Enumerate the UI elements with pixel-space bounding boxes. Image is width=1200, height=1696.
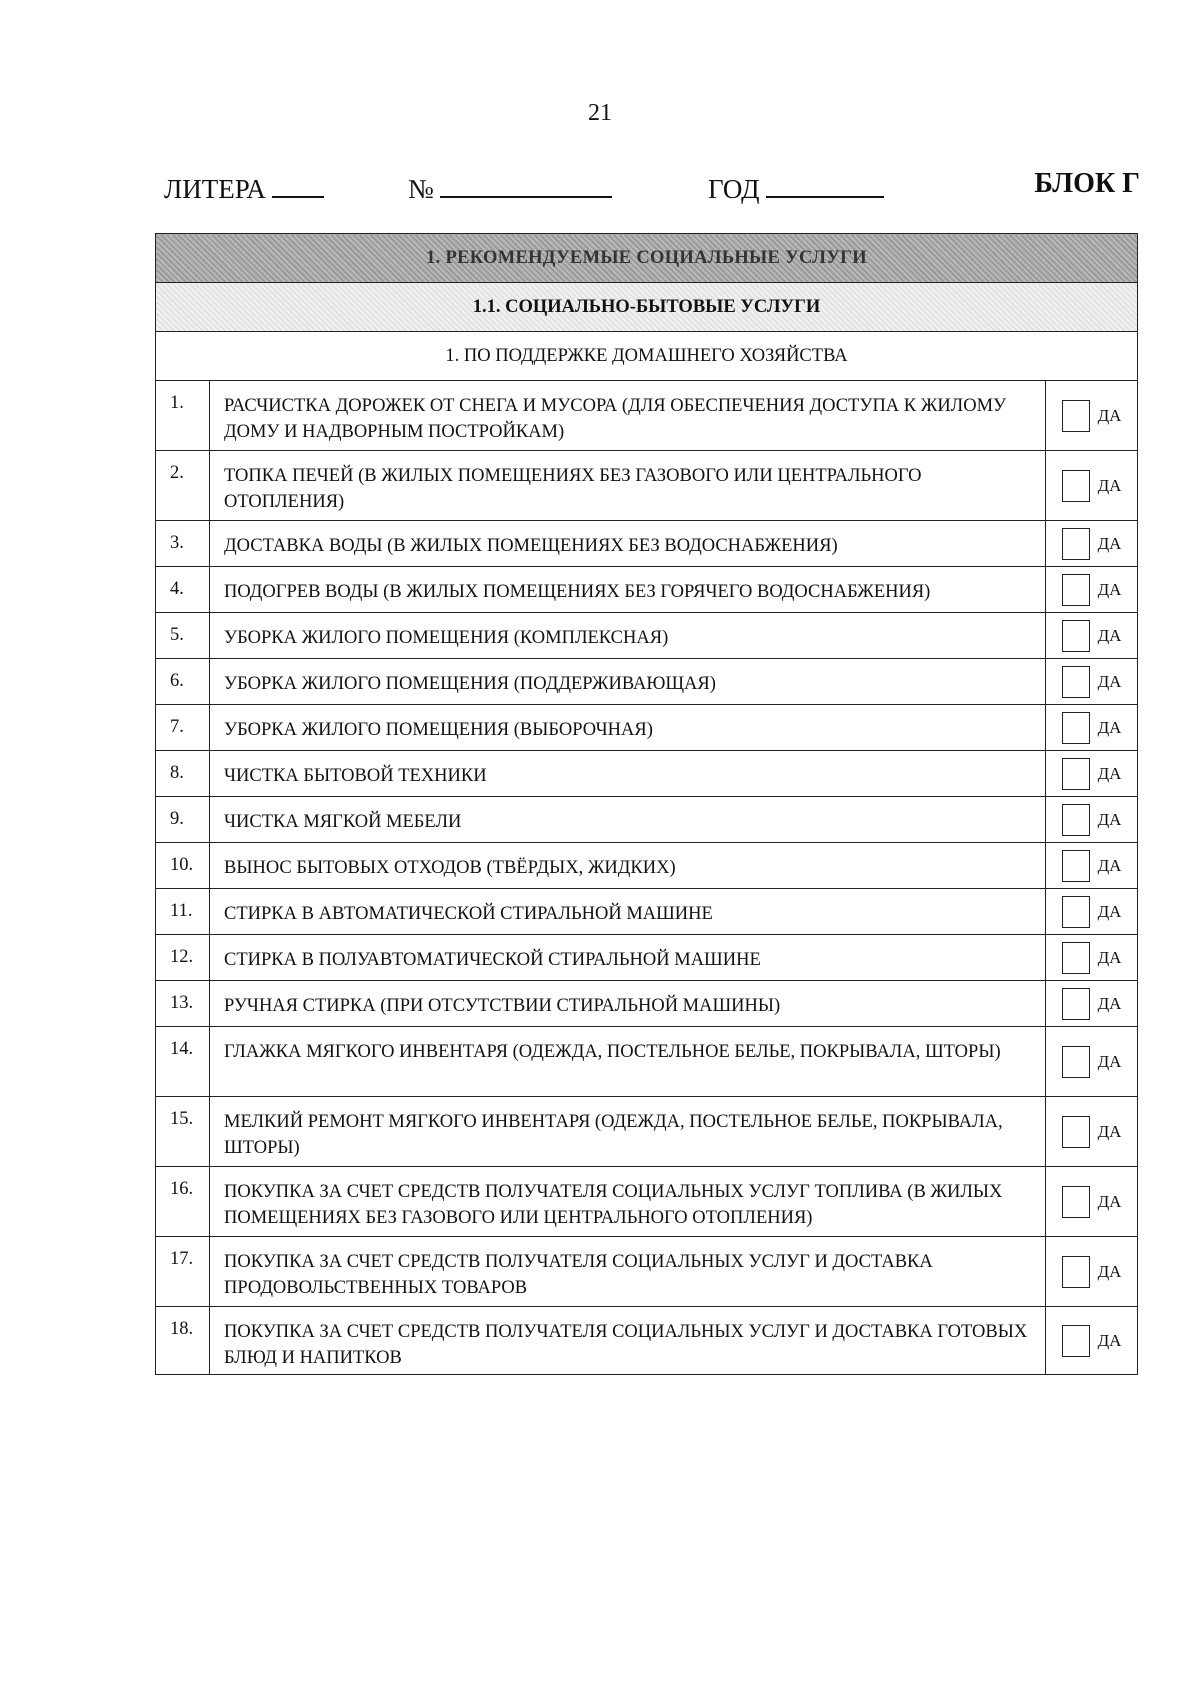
service-name: УБОРКА ЖИЛОГО ПОМЕЩЕНИЯ (ПОДДЕРЖИВАЮЩАЯ) — [210, 659, 1046, 705]
table-row — [156, 451, 1138, 521]
row-number: 15. — [156, 1097, 210, 1167]
da-label: ДА — [1097, 625, 1122, 645]
da-label: ДА — [1097, 763, 1122, 783]
da-label: ДА — [1097, 993, 1122, 1013]
da-checkbox[interactable] — [1062, 758, 1090, 790]
checkbox-cell — [1046, 381, 1138, 451]
service-name: УБОРКА ЖИЛОГО ПОМЕЩЕНИЯ (ВЫБОРОЧНАЯ) — [210, 705, 1046, 751]
da-label: ДА — [1097, 717, 1122, 737]
table-row — [156, 1027, 1138, 1097]
row-number: 4. — [156, 567, 210, 613]
row-number: 7. — [156, 705, 210, 751]
checkbox-cell — [1046, 1027, 1138, 1097]
row-number: 11. — [156, 889, 210, 935]
year-label: ГОД — [708, 174, 760, 204]
da-label: ДА — [1097, 1261, 1122, 1281]
table-row — [156, 613, 1138, 659]
service-name: СТИРКА В АВТОМАТИЧЕСКОЙ СТИРАЛЬНОЙ МАШИНЕ — [210, 889, 1046, 935]
row-number: 17. — [156, 1237, 210, 1307]
litera-blank[interactable] — [272, 168, 324, 198]
da-label: ДА — [1097, 1330, 1122, 1350]
da-checkbox[interactable] — [1062, 620, 1090, 652]
da-label: ДА — [1097, 809, 1122, 829]
year-field — [708, 168, 884, 205]
table-row — [156, 889, 1138, 935]
table-row — [156, 1097, 1138, 1167]
table-row — [156, 521, 1138, 567]
number-blank[interactable] — [440, 168, 612, 198]
group-title: 1. ПО ПОДДЕРЖКЕ ДОМАШНЕГО ХОЗЯЙСТВА — [156, 332, 1138, 381]
da-label: ДА — [1097, 901, 1122, 921]
da-checkbox[interactable] — [1062, 896, 1090, 928]
service-name: ГЛАЖКА МЯГКОГО ИНВЕНТАРЯ (ОДЕЖДА, ПОСТЕЛЬНОЕ БЕЛЬЕ, ПОКРЫВАЛА, ШТОРЫ) — [210, 1027, 1046, 1097]
da-label: ДА — [1097, 947, 1122, 967]
row-number: 2. — [156, 451, 210, 521]
da-checkbox[interactable] — [1062, 470, 1090, 502]
service-name: ПОДОГРЕВ ВОДЫ (В ЖИЛЫХ ПОМЕЩЕНИЯХ БЕЗ ГОРЯЧЕГО ВОДОСНАБЖЕНИЯ) — [210, 567, 1046, 613]
da-checkbox[interactable] — [1062, 400, 1090, 432]
services-table — [155, 233, 1138, 1375]
da-checkbox[interactable] — [1062, 942, 1090, 974]
table-row — [156, 935, 1138, 981]
subsection-header-row — [156, 283, 1138, 332]
da-label: ДА — [1097, 1051, 1122, 1071]
da-checkbox[interactable] — [1062, 574, 1090, 606]
checkbox-cell — [1046, 567, 1138, 613]
checkbox-cell — [1046, 521, 1138, 567]
row-number: 12. — [156, 935, 210, 981]
form-header — [164, 168, 1140, 208]
service-name: ЧИСТКА БЫТОВОЙ ТЕХНИКИ — [210, 751, 1046, 797]
row-number: 8. — [156, 751, 210, 797]
service-name: СТИРКА В ПОЛУАВТОМАТИЧЕСКОЙ СТИРАЛЬНОЙ МАШИНЕ — [210, 935, 1046, 981]
row-number: 14. — [156, 1027, 210, 1097]
da-checkbox[interactable] — [1062, 804, 1090, 836]
row-number: 9. — [156, 797, 210, 843]
row-number: 5. — [156, 613, 210, 659]
da-checkbox[interactable] — [1062, 1186, 1090, 1218]
service-name: РАСЧИСТКА ДОРОЖЕК ОТ СНЕГА И МУСОРА (ДЛЯ ОБЕСПЕЧЕНИЯ ДОСТУПА К ЖИЛОМУ ДОМУ И НАДВОРНЫМ ПОСТРОЙКАМ) — [210, 381, 1046, 451]
da-checkbox[interactable] — [1062, 1325, 1090, 1357]
da-checkbox[interactable] — [1062, 1256, 1090, 1288]
da-checkbox[interactable] — [1062, 1046, 1090, 1078]
table-row — [156, 1237, 1138, 1307]
checkbox-cell — [1046, 935, 1138, 981]
service-name: ДОСТАВКА ВОДЫ (В ЖИЛЫХ ПОМЕЩЕНИЯХ БЕЗ ВОДОСНАБЖЕНИЯ) — [210, 521, 1046, 567]
row-number: 1. — [156, 381, 210, 451]
page-number: 21 — [588, 100, 612, 126]
table-row — [156, 381, 1138, 451]
subsection-title: 1.1. СОЦИАЛЬНО-БЫТОВЫЕ УСЛУГИ — [156, 283, 1138, 332]
da-label: ДА — [1097, 1121, 1122, 1141]
row-number: 16. — [156, 1167, 210, 1237]
da-label: ДА — [1097, 475, 1122, 495]
checkbox-cell — [1046, 1307, 1138, 1375]
checkbox-cell — [1046, 613, 1138, 659]
checkbox-cell — [1046, 705, 1138, 751]
da-checkbox[interactable] — [1062, 712, 1090, 744]
checkbox-cell — [1046, 751, 1138, 797]
table-row — [156, 705, 1138, 751]
table-row — [156, 1167, 1138, 1237]
table-row — [156, 659, 1138, 705]
da-label: ДА — [1097, 671, 1122, 691]
table-row — [156, 1307, 1138, 1375]
service-name: УБОРКА ЖИЛОГО ПОМЕЩЕНИЯ (КОМПЛЕКСНАЯ) — [210, 613, 1046, 659]
da-label: ДА — [1097, 1191, 1122, 1211]
da-label: ДА — [1097, 405, 1122, 425]
table-row — [156, 843, 1138, 889]
da-checkbox[interactable] — [1062, 988, 1090, 1020]
litera-field — [164, 168, 324, 205]
da-checkbox[interactable] — [1062, 850, 1090, 882]
service-name: ПОКУПКА ЗА СЧЕТ СРЕДСТВ ПОЛУЧАТЕЛЯ СОЦИАЛЬНЫХ УСЛУГ И ДОСТАВКА ГОТОВЫХ БЛЮД И НАПИТКОВ — [210, 1307, 1046, 1375]
table-row — [156, 567, 1138, 613]
service-name: ВЫНОС БЫТОВЫХ ОТХОДОВ (ТВЁРДЫХ, ЖИДКИХ) — [210, 843, 1046, 889]
da-label: ДА — [1097, 855, 1122, 875]
checkbox-cell — [1046, 843, 1138, 889]
number-field — [408, 168, 612, 205]
da-checkbox[interactable] — [1062, 528, 1090, 560]
checkbox-cell — [1046, 797, 1138, 843]
checkbox-cell — [1046, 1237, 1138, 1307]
row-number: 10. — [156, 843, 210, 889]
group-header-row — [156, 332, 1138, 381]
checkbox-cell — [1046, 659, 1138, 705]
litera-label: ЛИТЕРА — [164, 174, 266, 204]
row-number: 13. — [156, 981, 210, 1027]
service-name: ТОПКА ПЕЧЕЙ (В ЖИЛЫХ ПОМЕЩЕНИЯХ БЕЗ ГАЗОВОГО ИЛИ ЦЕНТРАЛЬНОГО ОТОПЛЕНИЯ) — [210, 451, 1046, 521]
row-number: 6. — [156, 659, 210, 705]
service-name: ПОКУПКА ЗА СЧЕТ СРЕДСТВ ПОЛУЧАТЕЛЯ СОЦИАЛЬНЫХ УСЛУГ ТОПЛИВА (В ЖИЛЫХ ПОМЕЩЕНИЯХ БЕЗ ГАЗОВОГО ИЛИ ЦЕНТРАЛЬНОГО ОТОПЛЕНИЯ) — [210, 1167, 1046, 1237]
checkbox-cell — [1046, 889, 1138, 935]
section-title: 1. РЕКОМЕНДУЕМЫЕ СОЦИАЛЬНЫЕ УСЛУГИ — [156, 234, 1138, 283]
year-blank[interactable] — [766, 168, 884, 198]
table-row — [156, 981, 1138, 1027]
da-checkbox[interactable] — [1062, 1116, 1090, 1148]
da-label: ДА — [1097, 579, 1122, 599]
table-row — [156, 751, 1138, 797]
number-label: № — [408, 174, 434, 204]
section-header-row — [156, 234, 1138, 283]
da-checkbox[interactable] — [1062, 666, 1090, 698]
row-number: 18. — [156, 1307, 210, 1375]
checkbox-cell — [1046, 1097, 1138, 1167]
da-label: ДА — [1097, 533, 1122, 553]
checkbox-cell — [1046, 451, 1138, 521]
service-name: РУЧНАЯ СТИРКА (ПРИ ОТСУТСТВИИ СТИРАЛЬНОЙ МАШИНЫ) — [210, 981, 1046, 1027]
checkbox-cell — [1046, 1167, 1138, 1237]
checkbox-cell — [1046, 981, 1138, 1027]
service-name: МЕЛКИЙ РЕМОНТ МЯГКОГО ИНВЕНТАРЯ (ОДЕЖДА, ПОСТЕЛЬНОЕ БЕЛЬЕ, ПОКРЫВАЛА, ШТОРЫ) — [210, 1097, 1046, 1167]
row-number: 3. — [156, 521, 210, 567]
block-label: БЛОК Г — [1034, 168, 1140, 199]
service-name: ПОКУПКА ЗА СЧЕТ СРЕДСТВ ПОЛУЧАТЕЛЯ СОЦИАЛЬНЫХ УСЛУГ И ДОСТАВКА ПРОДОВОЛЬСТВЕННЫХ ТОВАРОВ — [210, 1237, 1046, 1307]
table-row — [156, 797, 1138, 843]
service-name: ЧИСТКА МЯГКОЙ МЕБЕЛИ — [210, 797, 1046, 843]
